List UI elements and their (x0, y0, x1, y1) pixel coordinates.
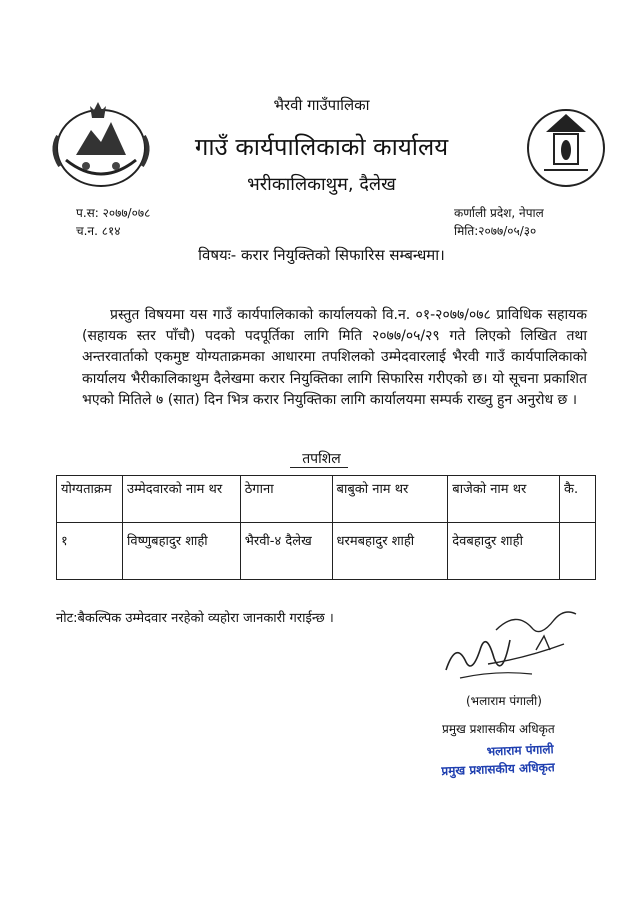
cell-father-name: धरमबहादुर शाही (332, 523, 448, 580)
cell-rank: १ (57, 523, 123, 580)
chalani-number: च.न. ८१४ (76, 224, 121, 238)
letter-date: मिति:२०७७/०५/३० (454, 224, 537, 238)
letter-ref (76, 204, 150, 240)
col-address: ठेगाना (240, 476, 332, 523)
stamp-name: भलाराम पंगाली (486, 742, 554, 759)
cell-candidate-name: विष्णुबहादुर शाही (122, 523, 240, 580)
stamp-title: प्रमुख प्रशासकीय अधिकृत (441, 760, 555, 779)
handwritten-signature (436, 600, 586, 688)
table-header-row (57, 476, 596, 523)
municipality-name: भैरवी गाउँपालिका (273, 96, 370, 114)
candidate-table (56, 475, 596, 580)
table-title: तपशिल (302, 451, 341, 467)
col-remarks: कै. (560, 476, 596, 523)
col-grandfather-name: बाजेको नाम थर (448, 476, 560, 523)
official-stamp (441, 740, 555, 780)
province: कर्णाली प्रदेश, नेपाल (454, 206, 544, 220)
signatory-name: (भलाराम पंगाली) (466, 694, 542, 708)
table-title-underline (290, 467, 348, 468)
office-place: भरीकालिकाथुम, दैलेख (247, 174, 396, 195)
office-title: गाउँ कार्यपालिकाको कार्यालय (194, 133, 449, 161)
cell-address: भैरवी-४ दैलेख (240, 523, 332, 580)
body-text: प्रस्तुत विषयमा यस गाउँ कार्यपालिकाको कार्यालयको वि.न. ०१-२०७७/०७८ प्राविधिक सहायक (सहायक स्तर पाँचौ) पदको पदपूर्तिका लागि मिति २०७७/०५/२९ गते लिएको लिखित तथा अन्तरवार्ताको एकमुष्ट योग्यताक्रमका आधारमा तपशिलको उम्मेदवारलाई भैरवी गाउँ कार्यपालिकाको कार्यालय भैरीकालिकाथुम दैलेखमा करार नियुक्तिका लागि सिफारिस गरीएको छ। यो सूचना प्रकाशित भएको मितिले ७ (सात) दिन भित्र करार नियुक्तिका लागि कार्यालयमा सम्पर्क राख्नु हुन अनुरोध छ । (82, 307, 587, 408)
col-rank: योग्यताक्रम (57, 476, 123, 523)
cell-grandfather-name: देवबहादुर शाही (448, 523, 560, 580)
subject-line: विषयः- करार नियुक्तिको सिफारिस सम्बन्धमा। (198, 246, 445, 264)
col-father-name: बाबुको नाम थर (332, 476, 448, 523)
letter-location-date (454, 204, 544, 240)
ps-number: प.स: २०७७/०७८ (76, 206, 151, 220)
signatory-title: प्रमुख प्रशासकीय अधिकृत (442, 722, 555, 736)
cell-remarks (560, 523, 596, 580)
note-text: नोट:बैकल्पिक उम्मेदवार नरहेको व्यहोरा जानकारी गराईन्छ । (56, 611, 334, 626)
table-row (57, 523, 596, 580)
body-paragraph (82, 305, 587, 411)
col-candidate-name: उम्मेदवारको नाम थर (122, 476, 240, 523)
